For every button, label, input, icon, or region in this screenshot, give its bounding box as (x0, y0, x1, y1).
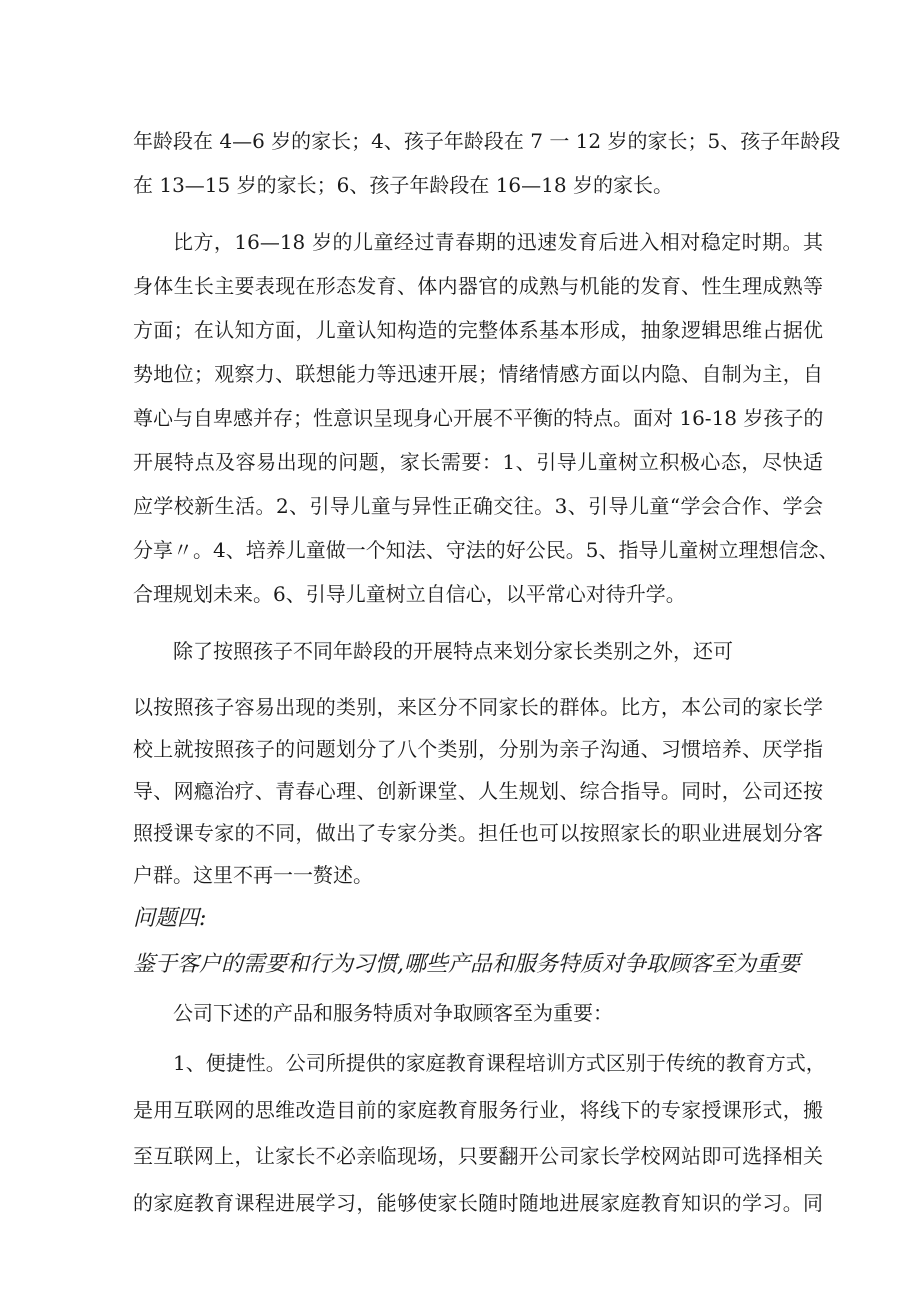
paragraph-line: 方面；在认知方面，儿童认知构造的完整体系基本形成，抽象逻辑思维占据优 (133, 318, 823, 342)
paragraph-line: 户群。这里不再一一赘述。 (133, 863, 373, 887)
paragraph-line: 照授课专家的不同，做出了专家分类。担任也可以按照家长的职业进展划分客 (133, 821, 823, 845)
paragraph-line: 分享〃。4、培养儿童做一个知法、守法的好公民。5、指导儿童树立理想信念、 (133, 538, 839, 562)
paragraph-line: 是用互联网的思维改造目前的家庭教育服务行业，将线下的专家授课形式，搬 (133, 1098, 823, 1122)
paragraph-line: 至互联网上，让家长不必亲临现场，只要翻开公司家长学校网站即可选择相关 (133, 1144, 823, 1168)
paragraph-line: 公司下述的产品和服务特质对争取顾客至为重要： (173, 1001, 613, 1025)
paragraph-line: 应学校新生活。2、引导儿童与异性正确交往。3、引导儿童“学会合作、学会 (133, 494, 823, 518)
section-question: 鉴于客户的需要和行为习惯,哪些产品和服务特质对争取顾客至为重要 (133, 952, 800, 977)
paragraph-line: 开展特点及容易出现的问题，家长需要：1、引导儿童树立积极心态，尽快适 (133, 450, 823, 474)
section-heading: 问题四: (133, 906, 207, 931)
paragraph-line: 校上就按照孩子的问题划分了八个类别，分别为亲子沟通、习惯培养、厌学指 (133, 737, 823, 761)
paragraph-line: 身体生长主要表现在形态发育、体内器官的成熟与机能的发育、性生理成熟等 (133, 274, 823, 298)
paragraph-line: 势地位；观察力、联想能力等迅速开展；情绪情感方面以内隐、自制为主，自 (133, 362, 823, 386)
paragraph-line: 导、网瘾治疗、青春心理、创新课堂、人生规划、综合指导。同时，公司还按 (133, 779, 823, 803)
paragraph-line: 1、便捷性。公司所提供的家庭教育课程培训方式区别于传统的教育方式， (173, 1051, 826, 1075)
paragraph-line: 合理规划未来。6、引导儿童树立自信心，以平常心对待升学。 (133, 582, 686, 606)
paragraph-line: 尊心与自卑感并存；性意识呈现身心开展不平衡的特点。面对 16-18 岁孩子的 (133, 406, 824, 430)
paragraph-line: 除了按照孩子不同年龄段的开展特点来划分家长类别之外，还可 (173, 639, 733, 663)
paragraph-line: 年龄段在 4—6 岁的家长；4、孩子年龄段在 7 一 12 岁的家长；5、孩子年龄段 (133, 129, 841, 153)
paragraph-line: 的家庭教育课程进展学习，能够使家长随时随地进展家庭教育知识的学习。同 (133, 1191, 823, 1215)
paragraph-line: 以按照孩子容易出现的类别，来区分不同家长的群体。比方，本公司的家长学 (133, 695, 823, 719)
paragraph-line: 比方，16—18 岁的儿童经过青春期的迅速发育后进入相对稳定时期。其 (173, 230, 823, 254)
paragraph-line: 在 13—15 岁的家长；6、孩子年龄段在 16—18 岁的家长。 (133, 173, 673, 197)
